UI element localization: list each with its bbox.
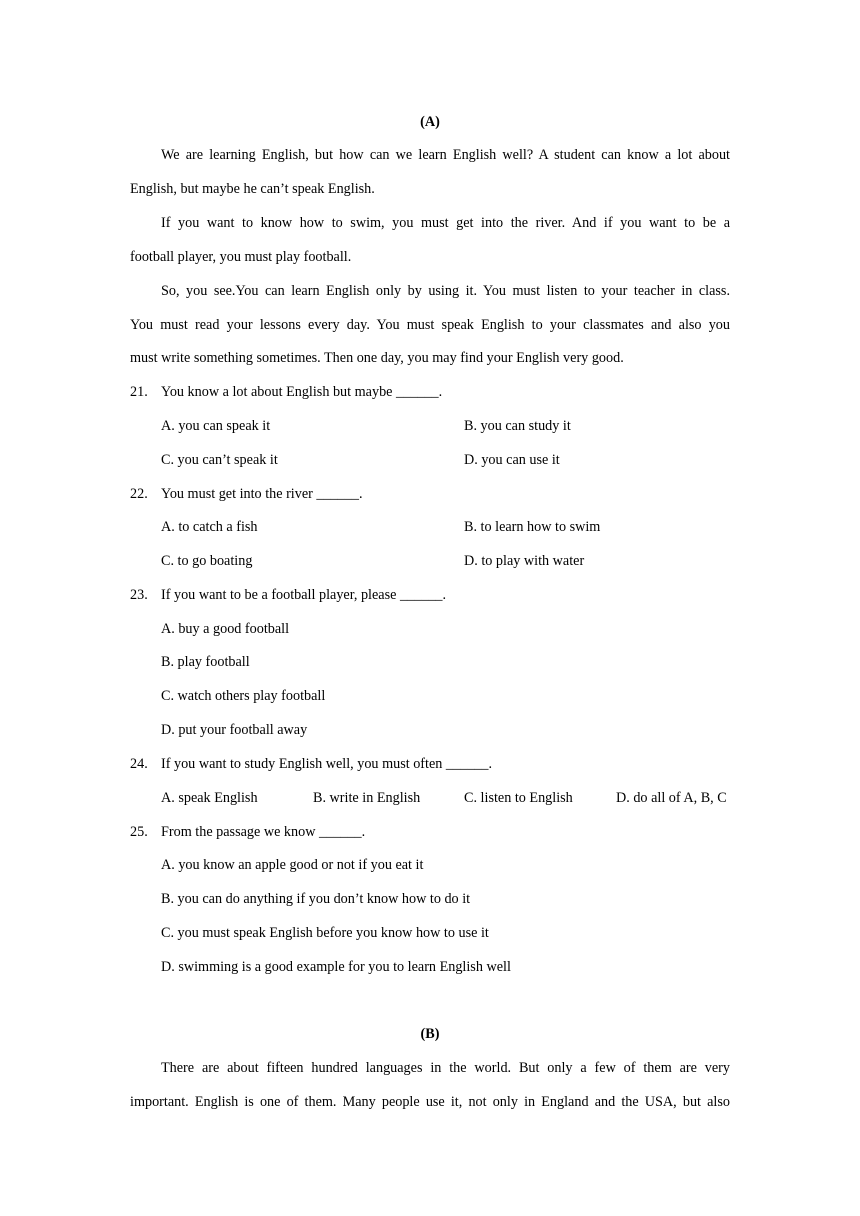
question-number: 23.: [130, 587, 148, 603]
paragraph-line: We are learning English, but how can we learn English well? A student can know a lot about: [161, 147, 730, 163]
question-stem: If you want to study English well, you must often ______.: [161, 756, 493, 772]
answer-option: C. you must speak English before you know how to use it: [161, 925, 489, 941]
paragraph-line: If you want to know how to swim, you must get into the river. And if you want to be a: [161, 215, 730, 231]
answer-option: C. to go boating: [161, 553, 253, 569]
answer-option: B. play football: [161, 654, 250, 670]
paragraph-line: football player, you must play football.: [130, 249, 352, 265]
answer-option: A. you know an apple good or not if you eat it: [161, 857, 424, 873]
question-stem: If you want to be a football player, please ______.: [161, 587, 447, 603]
answer-option: D. you can use it: [464, 452, 560, 468]
question-stem: You know a lot about English but maybe ______.: [161, 384, 443, 400]
answer-option: C. listen to English: [464, 790, 573, 806]
answer-option: B. you can study it: [464, 418, 571, 434]
paragraph-line: important. English is one of them. Many people use it, not only in England and the USA, but also: [130, 1094, 730, 1110]
question-stem: You must get into the river ______.: [161, 486, 363, 502]
question-number: 21.: [130, 384, 148, 400]
section-a-heading: (A): [420, 114, 440, 130]
paragraph-line: There are about fifteen hundred languages in the world. But only a few of them are very: [161, 1060, 730, 1076]
question-stem: From the passage we know ______.: [161, 824, 366, 840]
answer-option: D. do all of A, B, C: [616, 790, 727, 806]
answer-option: B. you can do anything if you don’t know how to do it: [161, 891, 471, 907]
answer-option: C. watch others play football: [161, 688, 326, 704]
answer-option: D. swimming is a good example for you to learn English well: [161, 959, 511, 975]
answer-option: A. to catch a fish: [161, 519, 258, 535]
paragraph-line: must write something sometimes. Then one day, you may find your English very good.: [130, 350, 624, 366]
answer-option: B. to learn how to swim: [464, 519, 601, 535]
answer-option: A. speak English: [161, 790, 258, 806]
paragraph-line: You must read your lessons every day. You must speak English to your classmates and also you: [130, 317, 730, 333]
paragraph-line: So, you see.You can learn English only by using it. You must listen to your teacher in class.: [161, 283, 730, 299]
answer-option: D. to play with water: [464, 553, 585, 569]
answer-option: C. you can’t speak it: [161, 452, 278, 468]
paragraph-line: English, but maybe he can’t speak English.: [130, 181, 375, 197]
question-number: 22.: [130, 486, 148, 502]
section-b-heading: (B): [420, 1026, 440, 1042]
answer-option: B. write in English: [313, 790, 421, 806]
question-number: 25.: [130, 824, 148, 840]
answer-option: A. buy a good football: [161, 621, 290, 637]
answer-option: A. you can speak it: [161, 418, 271, 434]
answer-option: D. put your football away: [161, 722, 308, 738]
question-number: 24.: [130, 756, 148, 772]
